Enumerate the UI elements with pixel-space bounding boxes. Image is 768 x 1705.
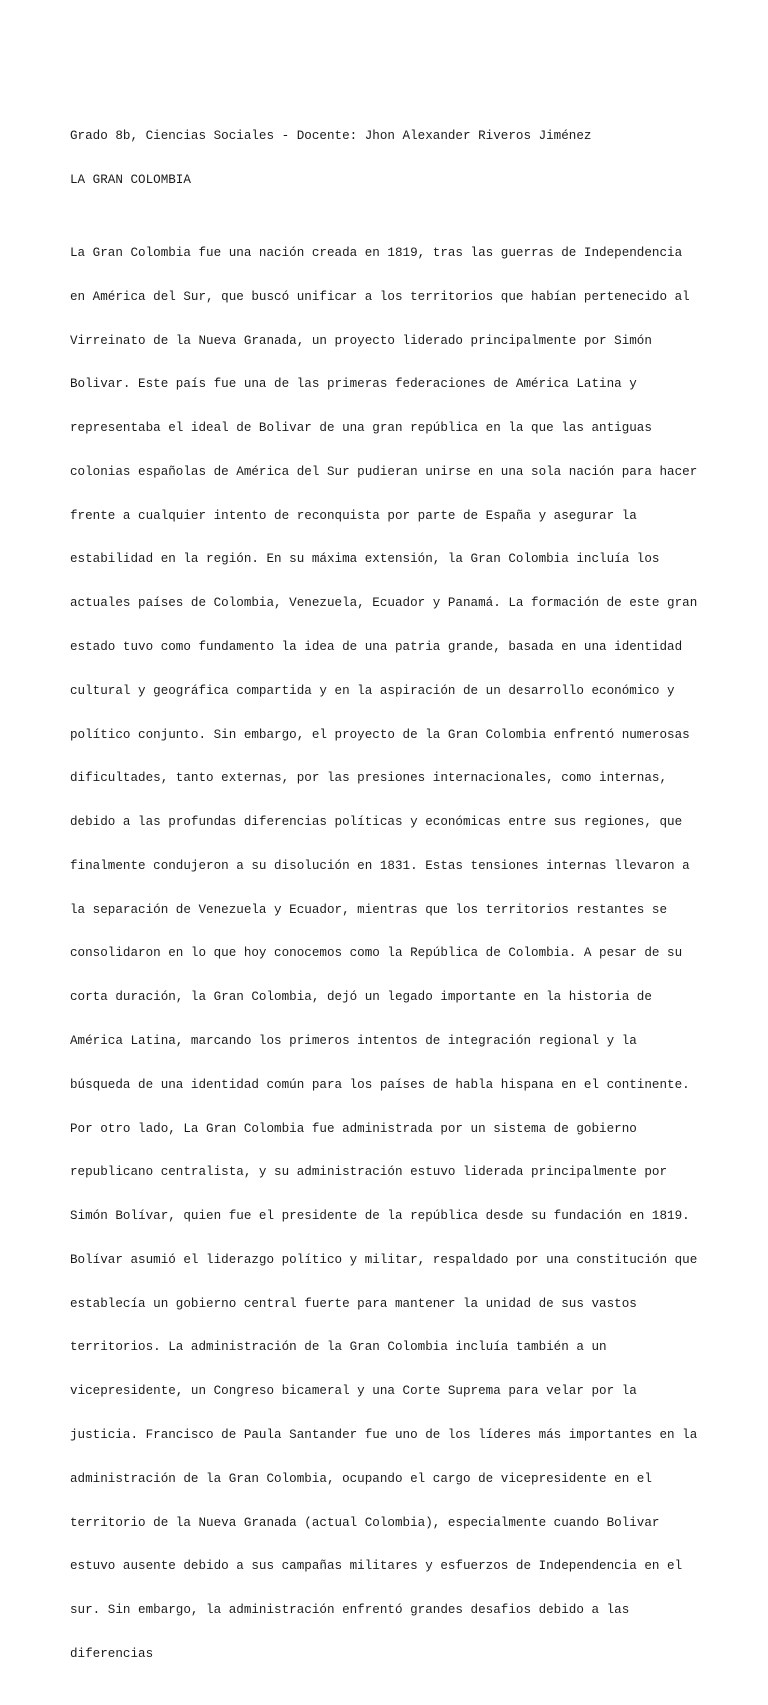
- body-line: Bolívar asumió el liderazgo político y militar, respaldado por una constitución que: [70, 1252, 698, 1267]
- body-line: La Gran Colombia fue una nación creada en 1819, tras las guerras de Independencia: [70, 245, 683, 260]
- body-line: búsqueda de una identidad común para los países de habla hispana en el continente.: [70, 1077, 690, 1092]
- body-line: territorios. La administración de la Gran Colombia incluía también a un: [70, 1340, 607, 1355]
- body-line: cultural y geográfica compartida y en la aspiración de un desarrollo económico y: [70, 683, 675, 698]
- body-line: América Latina, marcando los primeros intentos de integración regional y la: [70, 1034, 637, 1048]
- body-line: estado tuvo como fundamento la idea de una patria grande, basada en una identidad: [70, 639, 683, 654]
- document-title: LA GRAN COLOMBIA: [70, 172, 191, 187]
- body-line: Bolivar. Este país fue una de las primeras federaciones de América Latina y: [70, 377, 637, 392]
- body-line: justicia. Francisco de Paula Santander fue uno de los líderes más importantes en la: [70, 1428, 698, 1443]
- body-line: actuales países de Colombia, Venezuela, Ecuador y Panamá. La formación de este gran: [70, 596, 698, 611]
- body-line: consolidaron en lo que hoy conocemos como la República de Colombia. A pesar de su: [70, 946, 683, 961]
- body-line: establecía un gobierno central fuerte para mantener la unidad de sus vastos: [70, 1296, 637, 1311]
- body-line: debido a las profundas diferencias políticas y económicas entre sus regiones, que: [70, 815, 683, 830]
- body-line: en América del Sur, que buscó unificar a los territorios que habían pertenecido al: [70, 289, 690, 304]
- document-header: Grado 8b, Ciencias Sociales - Docente: Jhon Alexander Riveros Jiménez: [70, 129, 592, 144]
- body-line: sur. Sin embargo, la administración enfrentó grandes desafios debido a las: [70, 1603, 630, 1618]
- body-line: vicepresidente, un Congreso bicameral y una Corte Suprema para velar por la: [70, 1384, 637, 1399]
- body-line: frente a cualquier intento de reconquista por parte de España y asegurar la: [70, 508, 637, 523]
- body-line: Por otro lado, La Gran Colombia fue administrada por un sistema de gobierno: [70, 1121, 637, 1136]
- body-line: dificultades, tanto externas, por las presiones internacionales, como internas,: [70, 771, 668, 786]
- body-line: político conjunto. Sin embargo, el proyecto de la Gran Colombia enfrentó numerosas: [70, 727, 690, 742]
- body-line: territorio de la Nueva Granada (actual Colombia), especialmente cuando Bolivar: [70, 1515, 660, 1530]
- document-page: [70, 100, 710, 1705]
- body-line: estuvo ausente debido a sus campañas militares y esfuerzos de Independencia en el: [70, 1559, 683, 1574]
- body-line: estabilidad en la región. En su máxima extensión, la Gran Colombia incluía los: [70, 552, 660, 567]
- body-line: republicano centralista, y su administración estuvo liderada principalmente por: [70, 1165, 668, 1180]
- body-line: diferencias: [70, 1646, 154, 1661]
- body-line: Simón Bolívar, quien fue el presidente de la república desde su fundación en 1819.: [70, 1209, 690, 1224]
- body-line: corta duración, la Gran Colombia, dejó un legado importante en la historia de: [70, 990, 652, 1005]
- body-line: finalmente condujeron a su disolución en 1831. Estas tensiones internas llevaron a: [70, 858, 690, 873]
- body-line: Virreinato de la Nueva Granada, un proyecto liderado principalmente por Simón: [70, 333, 652, 348]
- body-line: la separación de Venezuela y Ecuador, mientras que los territorios restantes se: [70, 902, 668, 917]
- document-body: [70, 217, 710, 1691]
- body-line: representaba el ideal de Bolivar de una gran república en la que las antiguas: [70, 421, 652, 436]
- body-line: administración de la Gran Colombia, ocupando el cargo de vicepresidente en el: [70, 1471, 652, 1486]
- body-line: colonias españolas de América del Sur pudieran unirse en una sola nación para hacer: [70, 464, 698, 479]
